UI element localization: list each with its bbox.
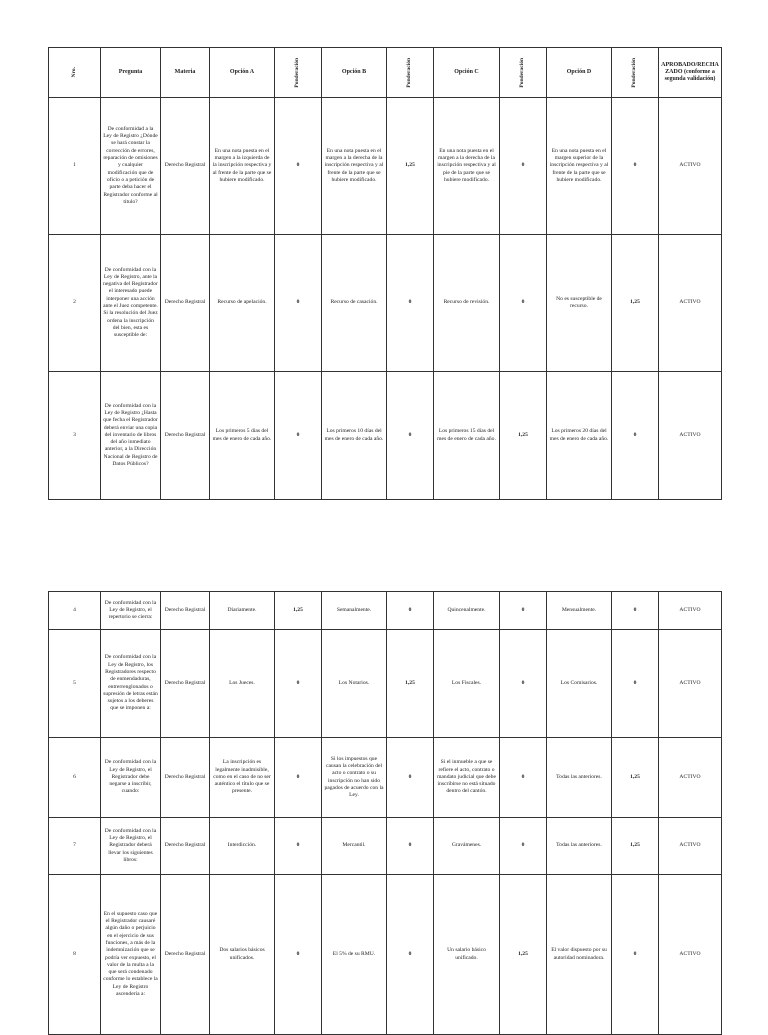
cell-estado: ACTIVO [659,875,722,1035]
cell-pregunta: De conformidad con la Ley de Registro ¿Hasta que fecha el Registrador deberá enviar una copia del inventario de libros del año inmediato anterior, a la Dirección Nacional de Registro de Datos Públicos? [101,372,161,500]
cell-ponderacion-d: 0 [612,875,659,1035]
cell-opcion-c: Los Fiscales. [434,630,500,738]
cell-materia: Derecho Registral [161,372,210,500]
header-ponderacion-a: Ponderación [275,48,322,98]
cell-estado: ACTIVO [659,738,722,818]
cell-estado: ACTIVO [659,372,722,500]
header-ponderacion-d: Ponderación [612,48,659,98]
cell-materia: Derecho Registral [161,818,210,875]
cell-nro: 1 [49,98,101,235]
cell-materia: Derecho Registral [161,875,210,1035]
cell-opcion-d: En una nota puesta en el margen superior de la inscripción respectiva y al frente de la parte que se hubiere modificado. [547,98,612,235]
cell-estado: ACTIVO [659,630,722,738]
questions-table-page-1 [48,47,722,500]
header-opcion-a: Opción A [210,48,275,98]
cell-opcion-c: Los primeros 15 días del mes de enero de cada año. [434,372,500,500]
cell-opcion-a: Diariamente. [210,592,275,630]
cell-opcion-d: Todas las anteriores. [547,818,612,875]
cell-ponderacion-c: 0 [500,738,547,818]
cell-materia: Derecho Registral [161,98,210,235]
cell-ponderacion-c: 0 [500,592,547,630]
cell-opcion-d: El valor dispuesto por su autoridad nominadora. [547,875,612,1035]
cell-pregunta: De conformidad a la Ley de Registro ¿Dónde se hará constar la corrección de errores, reparación de omisiones y cualquier modificación que de oficio o a petición de parte deba hacer el Registrador conforme al título? [101,98,161,235]
cell-opcion-d: Los Comisarios. [547,630,612,738]
header-row [49,48,722,98]
cell-opcion-b: Los Notarios. [322,630,387,738]
cell-opcion-a: Dos salarios básicos unificados. [210,875,275,1035]
cell-estado: ACTIVO [659,235,722,372]
table-row [49,592,722,630]
cell-ponderacion-a: 0 [275,630,322,738]
table-row [49,738,722,818]
cell-opcion-a: En una nota puesta en el margen a la izquierda de la inscripción respectiva y al frente de la parte que se hubiere modificado. [210,98,275,235]
table-row [49,98,722,235]
header-ponderacion-b: Ponderación [387,48,434,98]
header-materia: Materia [161,48,210,98]
cell-nro: 8 [49,875,101,1035]
header-opcion-c: Opción C [434,48,500,98]
cell-opcion-c: Un salario básico unificado. [434,875,500,1035]
cell-opcion-c: Quincenalmente. [434,592,500,630]
cell-materia: Derecho Registral [161,630,210,738]
cell-opcion-a: La inscripción es legalmente inadmisible, como en el caso de no ser auténtico el título que se presente. [210,738,275,818]
header-pregunta: Pregunta [101,48,161,98]
cell-nro: 2 [49,235,101,372]
cell-estado: ACTIVO [659,818,722,875]
cell-ponderacion-d: 0 [612,372,659,500]
header-opcion-b: Opción B [322,48,387,98]
cell-opcion-c: Recurso de revisión. [434,235,500,372]
table-row [49,372,722,500]
table-row [49,818,722,875]
cell-ponderacion-b: 0 [387,875,434,1035]
cell-opcion-b: En una nota puesta en el margen a la derecha de la inscripción respectiva y al frente de la parte que se hubiere modificado. [322,98,387,235]
cell-nro: 4 [49,592,101,630]
cell-opcion-b: Semanalmente. [322,592,387,630]
cell-pregunta: De conformidad con la Ley de Registro, el Registrador deberá llevar los siguientes libros: [101,818,161,875]
cell-opcion-a: Recurso de apelación. [210,235,275,372]
cell-ponderacion-b: 0 [387,592,434,630]
cell-nro: 5 [49,630,101,738]
cell-ponderacion-b: 0 [387,372,434,500]
table-row [49,630,722,738]
cell-opcion-d: No es susceptible de recurso. [547,235,612,372]
table-row [49,875,722,1035]
cell-opcion-b: Los primeros 10 días del mes de enero de cada año. [322,372,387,500]
cell-ponderacion-a: 0 [275,818,322,875]
cell-ponderacion-a: 0 [275,98,322,235]
header-ponderacion-c: Ponderación [500,48,547,98]
cell-ponderacion-d: 1,25 [612,235,659,372]
header-nro: Nro. [49,48,101,98]
questions-table-page-2 [48,591,722,1035]
cell-ponderacion-c: 0 [500,818,547,875]
cell-pregunta: De conformidad con la Ley de Registro, el Registrador debe negarse a inscribir, cuando: [101,738,161,818]
cell-ponderacion-c: 0 [500,98,547,235]
cell-ponderacion-d: 0 [612,630,659,738]
cell-estado: ACTIVO [659,592,722,630]
cell-opcion-b: Si los impuestos que causan la celebración del acto o contrato o su inscripción no han sido pagados de acuerdo con la Ley. [322,738,387,818]
cell-opcion-d: Todas las anteriores. [547,738,612,818]
cell-ponderacion-c: 0 [500,630,547,738]
cell-nro: 7 [49,818,101,875]
cell-pregunta: De conformidad con la Ley de Registro, los Registradores respecto de enmendaduras, entrerrenglonados o supresión de letras están sujetos a los deberes que se imponen a: [101,630,161,738]
cell-ponderacion-a: 0 [275,875,322,1035]
table-row [49,235,722,372]
cell-opcion-a: Los primeros 5 días del mes de enero de cada año. [210,372,275,500]
cell-ponderacion-b: 1,25 [387,98,434,235]
cell-ponderacion-d: 1,25 [612,738,659,818]
cell-ponderacion-a: 1,25 [275,592,322,630]
cell-opcion-d: Los primeros 20 días del mes de enero de cada año. [547,372,612,500]
cell-pregunta: De conformidad con la Ley de Registro, el repertorio se cierra: [101,592,161,630]
cell-materia: Derecho Registral [161,738,210,818]
cell-materia: Derecho Registral [161,592,210,630]
cell-ponderacion-d: 0 [612,592,659,630]
cell-ponderacion-c: 0 [500,235,547,372]
cell-opcion-a: Los Jueces. [210,630,275,738]
cell-ponderacion-b: 0 [387,818,434,875]
cell-nro: 6 [49,738,101,818]
cell-opcion-b: Recurso de casación. [322,235,387,372]
cell-materia: Derecho Registral [161,235,210,372]
cell-ponderacion-a: 0 [275,372,322,500]
cell-pregunta: En el supuesto caso que el Registrador causaré algún daño o perjuicio en el ejercicio de sus funciones, a más de la indemnización que se podría ver expuesto, el valor de la multa a la que será condenado conforme lo establece la Ley de Registro ascendería a: [101,875,161,1035]
cell-ponderacion-c: 1,25 [500,372,547,500]
cell-ponderacion-a: 0 [275,235,322,372]
cell-opcion-b: Mercantil. [322,818,387,875]
cell-pregunta: De conformidad con la Ley de Registro, ante la negativa del Registrador el interesado puede interponer una acción ante el Juez competente. Si la resolución del Juez ordena la inscripción del bien, esta es susceptible de: [101,235,161,372]
header-estado: APROBADO/RECHAZADO (conforme a segunda validación) [659,48,722,98]
cell-opcion-c: En una nota puesta en el margen a la derecha de la inscripción respectiva y al pie de la parte que se hubiere modificado. [434,98,500,235]
cell-ponderacion-a: 0 [275,738,322,818]
cell-estado: ACTIVO [659,98,722,235]
cell-ponderacion-b: 0 [387,235,434,372]
cell-opcion-d: Mensualmente. [547,592,612,630]
cell-ponderacion-c: 1,25 [500,875,547,1035]
cell-ponderacion-b: 0 [387,738,434,818]
cell-nro: 3 [49,372,101,500]
cell-ponderacion-d: 1,25 [612,818,659,875]
cell-ponderacion-b: 1,25 [387,630,434,738]
cell-opcion-c: Gravámenes. [434,818,500,875]
cell-opcion-c: Si el inmueble a que se refiere el acto, contrato o mandato judicial que debe inscribirse no está situado dentro del cantón. [434,738,500,818]
cell-opcion-b: El 5% de su RMU. [322,875,387,1035]
header-opcion-d: Opción D [547,48,612,98]
cell-opcion-a: Interdicción. [210,818,275,875]
cell-ponderacion-d: 0 [612,98,659,235]
